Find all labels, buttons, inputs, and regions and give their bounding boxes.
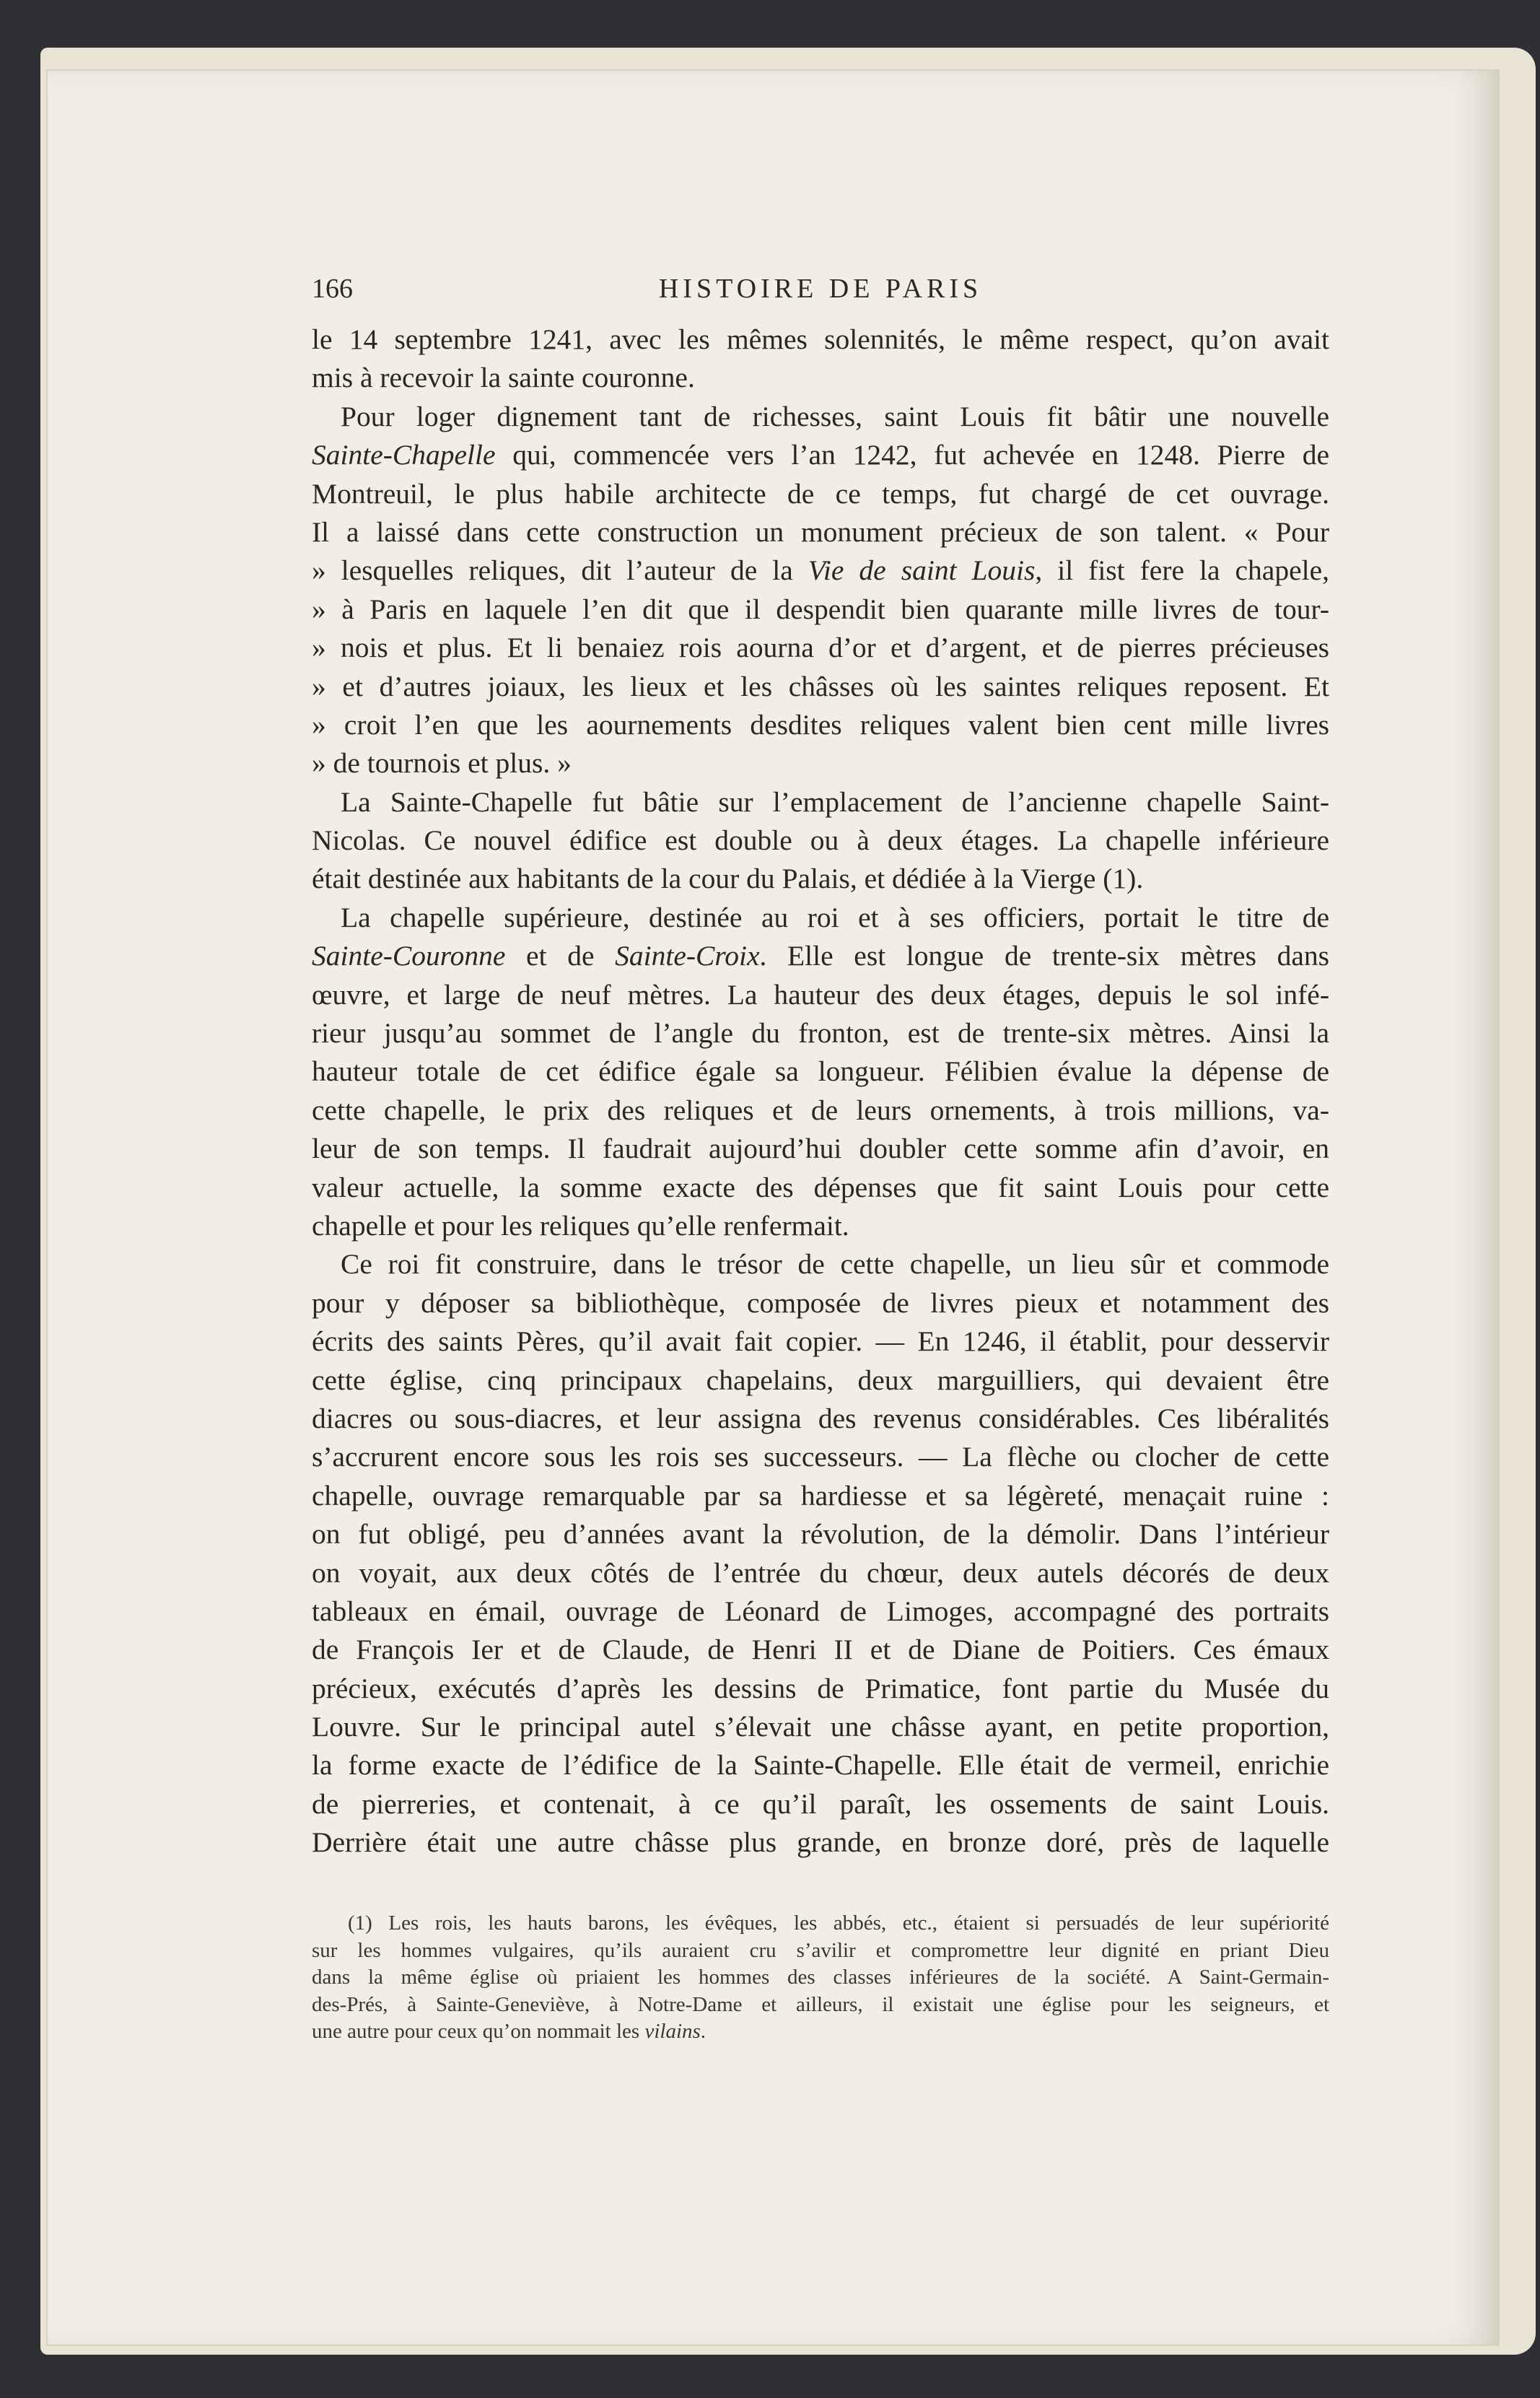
text-line: » lesquelles reliques, dit l’auteur de la Vie de saint Louis, il fist fere la chapele, — [312, 554, 1329, 587]
text-line: La chapelle supérieure, destinée au roi et à ses officiers, portait le titre de — [341, 901, 1329, 933]
text-line: La Sainte-Chapelle fut bâtie sur l’emplacement de l’ancienne chapelle Saint- — [341, 785, 1329, 818]
text-line: Montreuil, le plus habile architecte de ce temps, fut chargé de cet ouvrage. — [312, 477, 1329, 510]
text-line: chapelle et pour les reliques qu’elle renfermait. — [312, 1209, 849, 1242]
page-header — [312, 266, 1329, 309]
text-line: cette chapelle, le prix des reliques et de leurs ornements, à trois millions, va- — [312, 1094, 1329, 1126]
footnote — [312, 1910, 1329, 2046]
text-line: Louvre. Sur le principal autel s’élevait une châsse ayant, en petite proportion, — [312, 1711, 1329, 1743]
text-line: » et d’autres joiaux, les lieux et les châsses où les saintes reliques reposent. Et — [312, 670, 1329, 702]
text-line: la forme exacte de l’édifice de la Sainte-Chapelle. Elle était de vermeil, enrichie — [312, 1749, 1329, 1782]
footnote-line: des-Prés, à Sainte-Geneviève, à Notre-Dame et ailleurs, il existait une église pour les seigneurs, et — [312, 1992, 1329, 2016]
text-line: » nois et plus. Et li benaiez rois aourna d’or et d’argent, et de pierres précieuses — [312, 632, 1329, 664]
text-line: » à Paris en laquele l’en dit que il despendit bien quarante mille livres de tour- — [312, 593, 1329, 625]
text-line: Derrière était une autre châsse plus grande, en bronze doré, près de laquelle — [312, 1826, 1329, 1859]
text-line: de François Ier et de Claude, de Henri II et de Diane de Poitiers. Ces émaux — [312, 1634, 1329, 1666]
text-line: pour y déposer sa bibliothèque, composée de livres pieux et notamment des — [312, 1286, 1329, 1319]
footnote-line: une autre pour ceux qu’on nommait les vilains. — [312, 2020, 706, 2043]
text-line: précieux, exécutés d’après les dessins de Primatice, font partie du Musée du — [312, 1672, 1329, 1704]
text-line: Ce roi fit construire, dans le trésor de cette chapelle, un lieu sûr et commode — [341, 1248, 1329, 1281]
page-number: 166 — [312, 274, 353, 304]
text-line: Il a laissé dans cette construction un monument précieux de son talent. « Pour — [312, 515, 1329, 548]
text-line: cette église, cinq principaux chapelains, deux marguilliers, qui devaient être — [312, 1364, 1329, 1396]
text-line: hauteur totale de cet édifice égale sa longueur. Félibien évalue la dépense de — [312, 1055, 1329, 1088]
text-line: » croit l’en que les aournements desdites reliques valent bien cent mille livres — [312, 708, 1329, 741]
text-line: valeur actuelle, la somme exacte des dépenses que fit saint Louis pour cette — [312, 1171, 1329, 1203]
footnote-line: sur les hommes vulgaires, qu’ils auraient cru s’avilir et compromettre leur dignité en priant Dieu — [312, 1938, 1329, 1962]
text-line: Pour loger dignement tant de richesses, saint Louis fit bâtir une nouvelle — [341, 400, 1329, 432]
text-line: » de tournois et plus. » — [312, 747, 572, 780]
footnote-line: (1) Les rois, les hauts barons, les évêques, les abbés, etc., étaient si persuadés de leur supériorité — [348, 1911, 1329, 1935]
text-line: tableaux en émail, ouvrage de Léonard de Limoges, accompagné des portraits — [312, 1595, 1329, 1627]
text-line: diacres ou sous-diacres, et leur assigna des revenus considérables. Ces libéralités — [312, 1402, 1329, 1434]
text-line: mis à recevoir la sainte couronne. — [312, 362, 695, 394]
text-line: Sainte-Chapelle qui, commencée vers l’an 1242, fut achevée en 1248. Pierre de — [312, 439, 1329, 471]
body-text — [312, 321, 1329, 1862]
text-line: écrits des saints Pères, qu’il avait fait copier. — En 1246, il établit, pour desservir — [312, 1325, 1329, 1358]
text-line: on fut obligé, peu d’années avant la révolution, de la démolir. Dans l’intérieur — [312, 1518, 1329, 1551]
text-line: on voyait, aux deux côtés de l’entrée du chœur, deux autels décorés de deux — [312, 1556, 1329, 1589]
footnote-line: dans la même église où priaient les hommes des classes inférieures de la société. A Saint-Germain- — [312, 1966, 1329, 1989]
running-title: HISTOIRE DE PARIS — [658, 274, 983, 304]
text-line: chapelle, ouvrage remarquable par sa hardiesse et sa légèreté, menaçait ruine : — [312, 1479, 1329, 1512]
text-line: Sainte-Couronne et de Sainte-Croix. Elle est longue de trente-six mètres dans — [312, 940, 1329, 972]
text-line: était destinée aux habitants de la cour du Palais, et dédiée à la Vierge (1). — [312, 863, 1144, 895]
text-line: Nicolas. Ce nouvel édifice est double ou à deux étages. La chapelle inférieure — [312, 824, 1329, 857]
text-line: s’accrurent encore sous les rois ses successeurs. — La flèche ou clocher de cette — [312, 1441, 1329, 1473]
text-line: de pierreries, et contenait, à ce qu’il paraît, les ossements de saint Louis. — [312, 1787, 1329, 1820]
text-line: œuvre, et large de neuf mètres. La hauteur des deux étages, depuis le sol infé- — [312, 978, 1329, 1011]
text-line: leur de son temps. Il faudrait aujourd’hui doubler cette somme afin d’avoir, en — [312, 1133, 1329, 1165]
text-line: le 14 septembre 1241, avec les mêmes solennités, le même respect, qu’on avait — [312, 323, 1329, 355]
text-line: rieur jusqu’au sommet de l’angle du fronton, est de trente-six mètres. Ainsi la — [312, 1017, 1329, 1050]
